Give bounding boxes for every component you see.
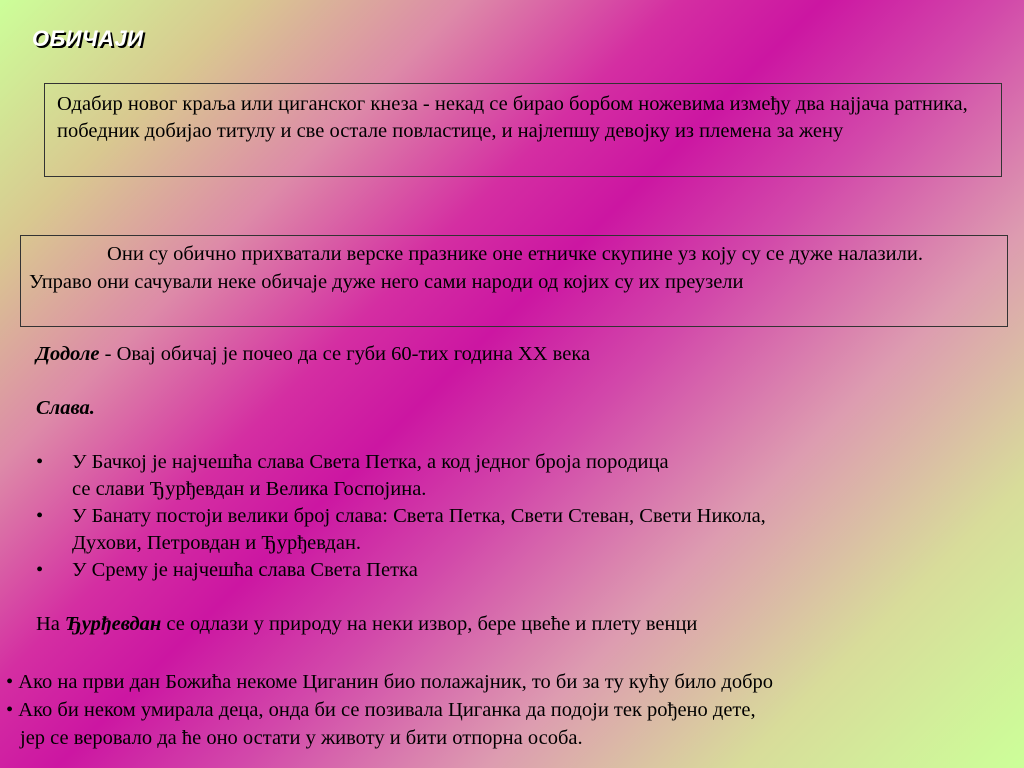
slava-heading: Слава. — [36, 397, 95, 419]
bullet-line: У Бачкој је најчешћа слава Света Петка, а код једног броја породица — [72, 451, 669, 473]
belief-line-1: • Ако на први дан Божића некоме Циганин био полажајник, то би за ту кућу било добро — [6, 671, 773, 693]
bullet-continuation: се слави Ђурђевдан и Велика Госпојина. — [72, 478, 427, 500]
list-item — [36, 557, 1016, 584]
bullet-continuation: Духови, Петровдан и Ђурђевдан. — [72, 532, 362, 554]
bullet-marker: • — [36, 559, 44, 581]
dodole-label: Додоле — [36, 343, 100, 365]
list-item — [36, 449, 1016, 476]
djurdjevdan-text: се одлази у природу на неки извор, бере цвеће и плету венци — [161, 613, 698, 635]
bullet-line: У Срему је најчешћа слава Света Петка — [72, 559, 418, 581]
dodole-paragraph — [36, 341, 1016, 368]
bullet-marker: • — [36, 451, 44, 473]
djurdjevdan-paragraph — [36, 611, 1016, 638]
holidays-line-1: Они су обично прихватали верске празнике оне етничке скупине уз коју су се дуже налазили. — [107, 243, 923, 265]
bullet-line: У Банату постоји велики број слава: Света Петка, Свети Стеван, Свети Никола, — [72, 505, 766, 527]
djurdjevdan-label: Ђурђевдан — [65, 613, 162, 635]
chief-selection-textbox — [44, 83, 1002, 177]
customs-content — [36, 341, 1016, 638]
religious-holidays-textbox — [20, 235, 1008, 327]
bullet-marker: • — [36, 505, 44, 527]
chief-selection-text: Одабир новог краља или циганског кнеза - некад се бирао борбом ножевима између два најјача ратника, победник добијао титулу и све остале повластице, и најлепшу девојку из племена за жену — [57, 93, 968, 142]
belief-line-2: • Ако би неком умирала деца, онда би се позивала Циганка да подоји тек рођено дете, — [6, 699, 756, 721]
list-item — [36, 503, 1016, 530]
gypsy-beliefs — [6, 668, 1024, 752]
slide-title: ОБИЧАЈИ — [32, 26, 144, 51]
belief-line-3: јер се веровало да ће оно остати у животу и бити отпорна особа. — [20, 727, 583, 749]
holidays-line-2: Управо они сачували неке обичаје дуже него сами народи од којих су их преузели — [29, 271, 744, 293]
djurdjevdan-prefix: На — [36, 613, 66, 635]
dodole-text: - Овај обичај је почео да се губи 60-тих година XX века — [99, 343, 591, 365]
